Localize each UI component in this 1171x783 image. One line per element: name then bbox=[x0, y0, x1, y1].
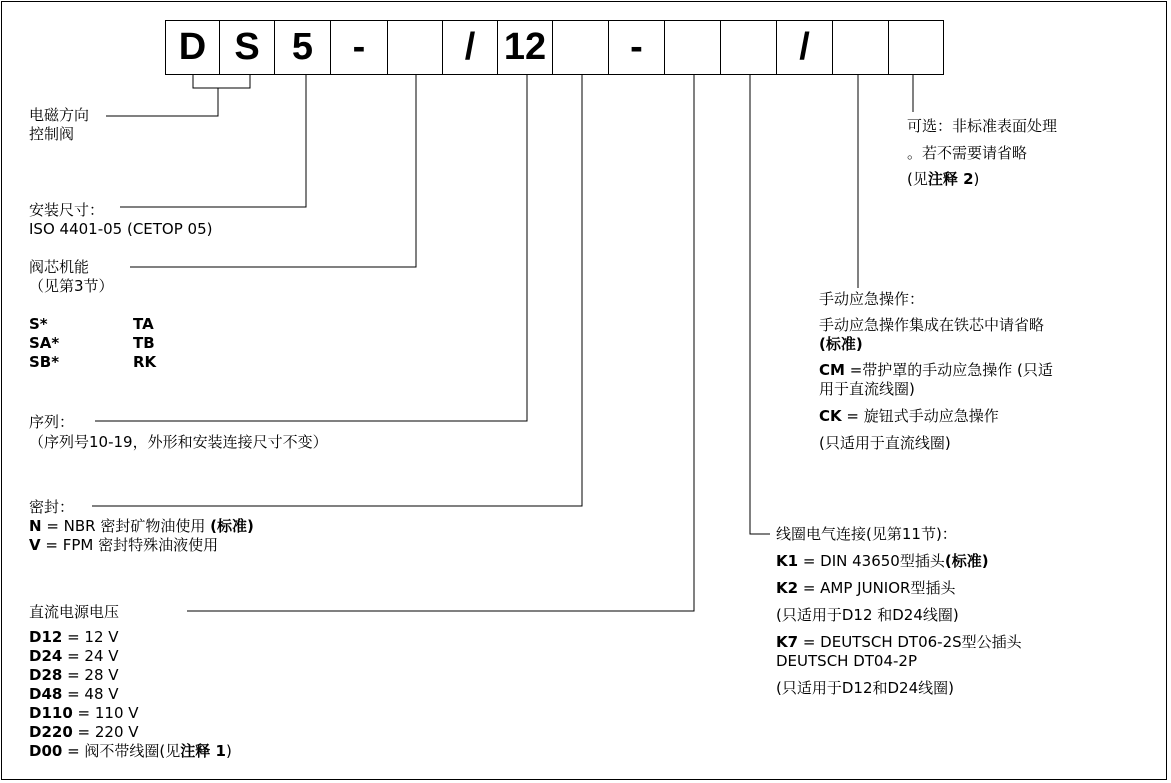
spool-code: TA bbox=[133, 315, 154, 333]
voltage-text: = 28 V bbox=[62, 666, 119, 684]
code-box-9: - bbox=[608, 20, 665, 75]
voltage-code: D28 bbox=[29, 666, 63, 684]
voltage-code: D220 bbox=[29, 723, 73, 741]
spool-label: 阀芯机能 bbox=[29, 258, 90, 276]
code-box-3: 5 bbox=[274, 20, 331, 75]
surface-line-1: 可选：非标准表面处理 bbox=[907, 117, 1058, 135]
voltage-item bbox=[29, 704, 139, 723]
spool-code: RK bbox=[133, 353, 157, 371]
seal-code-v: V bbox=[29, 536, 41, 554]
seal-code-n: N bbox=[29, 517, 42, 535]
code-box-7: 12 bbox=[497, 20, 553, 75]
coil-k7-text-2: DEUTSCH DT04-2P bbox=[776, 652, 918, 670]
surface-line-2: 。若不需要请省略 bbox=[907, 144, 1028, 162]
coil-k1 bbox=[776, 552, 989, 571]
manual-standard: (标准) bbox=[819, 335, 863, 353]
note-ref: 注释 1 bbox=[180, 742, 226, 760]
manual-cm-text-2: 用于直流线圈) bbox=[819, 380, 915, 398]
size-value: ISO 4401-05 (CETOP 05) bbox=[29, 220, 213, 238]
coil-k2-code: K2 bbox=[776, 579, 799, 597]
voltage-text: = 阀不带线圈(见 bbox=[62, 742, 181, 760]
note-ref-tail: ) bbox=[225, 742, 232, 760]
coil-k2-note: (只适用于D12 和D24线圈) bbox=[776, 606, 959, 624]
code-box-1: D bbox=[165, 20, 220, 75]
voltage-text: = 24 V bbox=[62, 647, 119, 665]
surface-note-ref: 注释 2 bbox=[927, 170, 974, 188]
spool-code: SA* bbox=[29, 334, 60, 352]
voltage-code: D24 bbox=[29, 647, 63, 665]
spool-code: TB bbox=[133, 334, 155, 352]
manual-ck bbox=[819, 407, 999, 426]
coil-k2-text: = AMP JUNIOR型插头 bbox=[798, 579, 956, 597]
code-box-4: - bbox=[330, 20, 388, 75]
spool-note: （见第3节） bbox=[29, 277, 114, 295]
manual-cm-text: =带护罩的手动应急操作 (只适 bbox=[844, 361, 1053, 379]
manual-cm-code: CM bbox=[819, 361, 845, 379]
manual-line-1: 手动应急操作集成在铁芯中请省略 bbox=[819, 316, 1045, 334]
elec-valve-label-1: 电磁方向 bbox=[29, 106, 90, 124]
voltage-code: D12 bbox=[29, 628, 63, 646]
coil-k7 bbox=[776, 633, 1022, 652]
seal-option-n bbox=[29, 517, 254, 536]
coil-k7-note: (只适用于D12和D24线圈) bbox=[776, 679, 954, 697]
coil-k1-text: = DIN 43650型插头 bbox=[798, 552, 945, 570]
seal-text-v: = FPM 密封特殊油液使用 bbox=[40, 536, 219, 554]
coil-k7-text: = DEUTSCH DT06-2S型公插头 bbox=[798, 633, 1022, 651]
surface-line-3 bbox=[907, 170, 979, 189]
code-box-2: S bbox=[219, 20, 275, 75]
voltage-item bbox=[29, 742, 232, 761]
series-label: 序列： bbox=[29, 413, 75, 431]
leader-line-coil bbox=[750, 75, 770, 534]
voltage-text: = 220 V bbox=[72, 723, 139, 741]
voltage-code: D110 bbox=[29, 704, 73, 722]
voltage-text: = 48 V bbox=[62, 685, 119, 703]
seal-option-v bbox=[29, 536, 218, 555]
coil-k1-standard: (标准) bbox=[944, 552, 989, 570]
voltage-item bbox=[29, 647, 119, 666]
seal-standard: (标准) bbox=[210, 517, 254, 535]
voltage-code: D48 bbox=[29, 685, 63, 703]
manual-ck-code: CK bbox=[819, 407, 842, 425]
manual-ck-text: = 旋钮式手动应急操作 bbox=[841, 407, 999, 425]
coil-k7-code: K7 bbox=[776, 633, 799, 651]
voltage-text: = 12 V bbox=[62, 628, 119, 646]
voltage-item bbox=[29, 666, 119, 685]
surface-note-pre: (见 bbox=[907, 170, 928, 188]
seal-label: 密封： bbox=[29, 498, 75, 516]
leader-line-series bbox=[95, 75, 527, 421]
leader-line-valve bbox=[193, 75, 250, 88]
voltage-item bbox=[29, 628, 119, 647]
leader-line-valve-2 bbox=[106, 88, 218, 116]
manual-cm bbox=[819, 361, 1053, 380]
leader-line-voltage bbox=[187, 75, 694, 611]
voltage-label: 直流电源电压 bbox=[29, 603, 120, 621]
surface-note-post: ) bbox=[973, 170, 980, 188]
coil-label: 线圈电气连接(见第11节)： bbox=[776, 525, 957, 543]
spool-code: S* bbox=[29, 315, 48, 333]
code-box-6: / bbox=[442, 20, 498, 75]
manual-label: 手动应急操作： bbox=[819, 290, 925, 308]
voltage-item bbox=[29, 685, 119, 704]
code-box-12: / bbox=[776, 20, 833, 75]
coil-k2 bbox=[776, 579, 955, 598]
seal-text-n: = NBR 密封矿物油使用 bbox=[41, 517, 211, 535]
voltage-code: D00 bbox=[29, 742, 63, 760]
size-label: 安装尺寸： bbox=[29, 201, 105, 219]
spool-code: SB* bbox=[29, 353, 60, 371]
voltage-item bbox=[29, 723, 139, 742]
elec-valve-label-2: 控制阀 bbox=[29, 125, 75, 143]
leader-line-size bbox=[120, 75, 306, 207]
manual-ck-text-2: (只适用于直流线圈) bbox=[819, 434, 951, 452]
coil-k1-code: K1 bbox=[776, 552, 799, 570]
series-note: （序列号10-19，外形和安装连接尺寸不变） bbox=[29, 433, 328, 451]
voltage-text: = 110 V bbox=[72, 704, 139, 722]
